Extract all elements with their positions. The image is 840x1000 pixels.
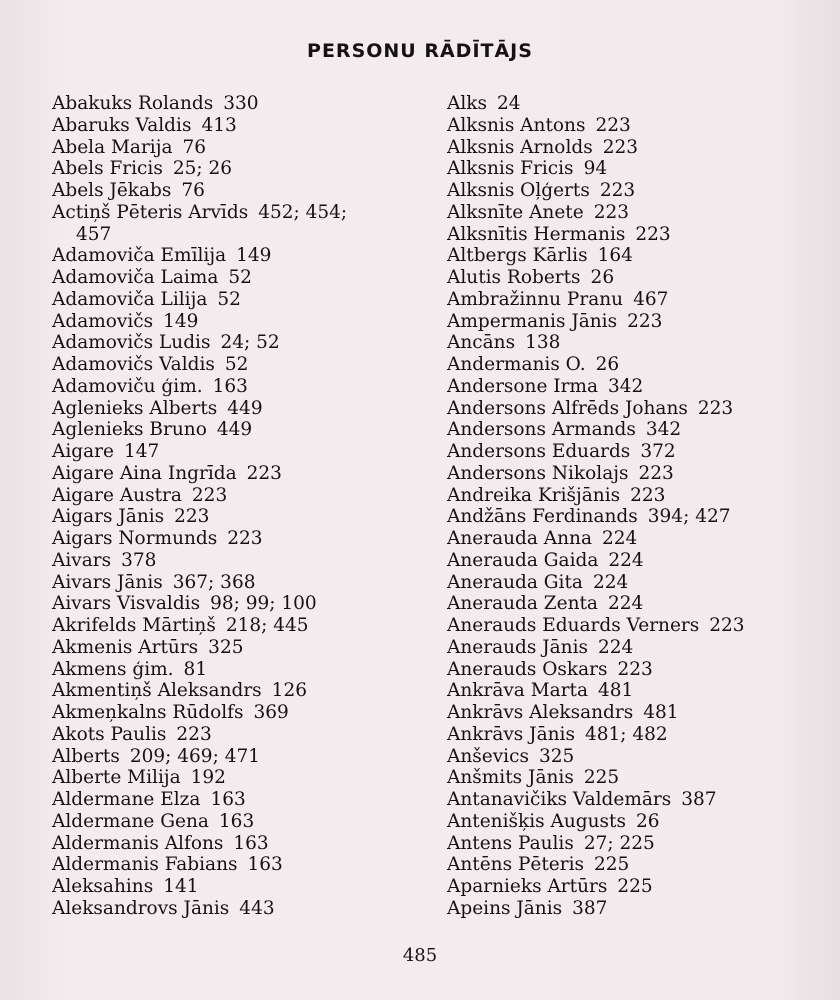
index-entry bbox=[52, 93, 452, 115]
entry-pages: 369 bbox=[253, 702, 289, 723]
entry-pages: 141 bbox=[163, 876, 199, 897]
entry-name: Actiņš Pēteris Arvīds bbox=[52, 201, 249, 223]
entry-name: Anerauda Gita bbox=[447, 571, 583, 593]
entry-pages: 223 bbox=[602, 136, 639, 158]
entry-name: Aigars Jānis bbox=[52, 506, 165, 528]
index-entry bbox=[447, 311, 840, 333]
entry-name: Alksnis Oļģerts bbox=[447, 180, 590, 201]
index-entry bbox=[447, 289, 840, 311]
index-entry bbox=[447, 485, 840, 507]
entry-pages: 225 bbox=[593, 854, 630, 876]
entry-pages: 481; 482 bbox=[584, 723, 668, 745]
index-entry bbox=[447, 572, 840, 594]
entry-pages: 27; 225 bbox=[583, 832, 655, 854]
entry-pages: 223 bbox=[246, 462, 282, 484]
entry-pages: 138 bbox=[525, 332, 561, 354]
entry-pages: 481 bbox=[598, 680, 634, 702]
index-entry bbox=[52, 572, 452, 594]
entry-name: Andersons Armands bbox=[447, 419, 636, 441]
entry-pages: 223 bbox=[595, 114, 631, 136]
entry-name: Andersons Alfrēds Johans bbox=[447, 397, 688, 419]
index-entry bbox=[447, 637, 840, 659]
entry-pages: 26 bbox=[635, 810, 660, 832]
index-entry bbox=[447, 854, 840, 876]
entry-pages: 378 bbox=[121, 549, 157, 571]
entry-name: Anševics bbox=[447, 745, 529, 767]
entry-pages: 81 bbox=[183, 658, 208, 680]
entry-pages: 224 bbox=[607, 593, 644, 615]
entry-pages: 223 bbox=[617, 658, 653, 680]
entry-name: Alksnis Fricis bbox=[447, 158, 574, 180]
page-number: 485 bbox=[402, 945, 438, 966]
entry-name: Antens Paulis bbox=[447, 832, 574, 854]
entry-name: Abels Fricis bbox=[52, 158, 163, 180]
index-entry bbox=[52, 311, 452, 333]
entry-name: Altbergs Kārlis bbox=[447, 245, 588, 267]
entry-pages: 449 bbox=[216, 419, 253, 441]
index-entry bbox=[447, 158, 840, 180]
entry-pages: 76 bbox=[182, 136, 207, 158]
entry-name: Ampermanis Jānis bbox=[447, 310, 618, 332]
index-entry bbox=[447, 180, 840, 202]
entry-pages: 52 bbox=[228, 267, 252, 288]
entry-name: Andersons Nikolajs bbox=[447, 462, 629, 484]
entry-name: Aivars Jānis bbox=[52, 571, 163, 593]
entry-name: Adamovičs Valdis bbox=[52, 354, 215, 375]
index-entry bbox=[447, 202, 840, 224]
entry-name: Adamoviča Lilija bbox=[52, 288, 208, 310]
index-entry bbox=[52, 398, 452, 420]
entry-name: Adamovičs bbox=[52, 310, 154, 332]
entry-name: Adamovičs Ludis bbox=[52, 332, 211, 354]
index-entry bbox=[447, 550, 840, 572]
index-entry bbox=[52, 245, 452, 267]
entry-name: Aigare bbox=[52, 441, 114, 462]
index-entry bbox=[447, 659, 840, 681]
entry-pages: 223 bbox=[635, 223, 671, 245]
entry-pages: 52 bbox=[217, 288, 241, 310]
index-entry bbox=[447, 680, 840, 702]
index-column-right bbox=[447, 93, 840, 920]
index-column-left bbox=[52, 93, 452, 920]
entry-pages: 98; 99; 100 bbox=[210, 593, 317, 615]
entry-name: Alksnis Antons bbox=[447, 114, 586, 136]
entry-name: Aldermanis Alfons bbox=[52, 832, 224, 854]
entry-name: Ankrāvs Aleksandrs bbox=[447, 702, 634, 723]
entry-name: Abels Jēkabs bbox=[52, 180, 172, 201]
entry-name: Anerauds Eduards Verners bbox=[447, 615, 700, 636]
entry-name: Adamoviča Emīlija bbox=[52, 245, 227, 267]
index-entry bbox=[52, 833, 452, 855]
entry-name: Akmeņkalns Rūdolfs bbox=[52, 702, 244, 723]
entry-pages: 372 bbox=[640, 441, 676, 462]
entry-name: Andermanis O. bbox=[447, 354, 586, 375]
index-entry bbox=[52, 898, 452, 920]
entry-name: Anerauda Anna bbox=[447, 528, 592, 549]
entry-name: Aldermane Gena bbox=[52, 810, 209, 832]
entry-pages: 224 bbox=[592, 571, 629, 593]
entry-name: Aigare Austra bbox=[52, 484, 182, 506]
index-entry bbox=[52, 267, 452, 289]
entry-name: Andersone Irma bbox=[447, 375, 599, 397]
entry-pages: 443 bbox=[239, 897, 275, 919]
index-entry bbox=[447, 332, 840, 354]
index-entry bbox=[447, 789, 840, 811]
entry-name: Abaruks Valdis bbox=[52, 114, 192, 136]
index-entry bbox=[447, 615, 840, 637]
entry-name: Anerauda Zenta bbox=[447, 593, 598, 615]
entry-pages: 223 bbox=[627, 310, 663, 332]
index-entry bbox=[447, 593, 840, 615]
entry-pages: 76 bbox=[181, 180, 205, 201]
index-entry bbox=[447, 746, 840, 768]
entry-name: Alksnītis Hermanis bbox=[447, 223, 626, 245]
index-entry bbox=[52, 463, 452, 485]
index-entry bbox=[447, 833, 840, 855]
entry-name: Akots Paulis bbox=[52, 723, 167, 745]
index-entry bbox=[52, 376, 452, 398]
entry-name: Akmens ģim. bbox=[52, 658, 174, 680]
entry-pages: 223 bbox=[638, 462, 674, 484]
index-entry bbox=[447, 811, 840, 833]
index-entry bbox=[52, 854, 452, 876]
entry-pages: 223 bbox=[191, 484, 228, 506]
entry-name: Aigars Normunds bbox=[52, 528, 218, 549]
entry-name: Abela Marija bbox=[52, 136, 173, 158]
entry-name: Alksnis Arnolds bbox=[447, 136, 593, 158]
entry-pages: 224 bbox=[598, 636, 634, 658]
entry-name: Aleksandrovs Jānis bbox=[52, 897, 230, 919]
index-entry bbox=[447, 876, 840, 898]
entry-pages: 225 bbox=[617, 876, 653, 897]
entry-pages: 224 bbox=[601, 528, 638, 549]
index-entry bbox=[52, 876, 452, 898]
entry-pages: 223 bbox=[176, 723, 212, 745]
entry-pages: 164 bbox=[597, 245, 633, 267]
index-entry bbox=[447, 463, 840, 485]
entry-name: Aivars Visvaldis bbox=[52, 593, 201, 615]
entry-name: Aleksahins bbox=[52, 876, 154, 897]
index-entry bbox=[52, 485, 452, 507]
entry-name: Aglenieks Bruno bbox=[52, 419, 207, 441]
entry-name: Ancāns bbox=[447, 332, 516, 354]
entry-pages: 387 bbox=[572, 897, 608, 919]
entry-name: Antanavičiks Valdemārs bbox=[447, 789, 672, 810]
entry-pages: 481 bbox=[643, 702, 679, 723]
entry-pages: 163 bbox=[218, 810, 255, 832]
index-entry bbox=[447, 724, 840, 746]
entry-pages: 452; 454; bbox=[258, 201, 348, 223]
entry-name: Alberts bbox=[52, 745, 120, 767]
index-entry bbox=[447, 441, 840, 463]
index-entry bbox=[447, 419, 840, 441]
entry-name: Aglenieks Alberts bbox=[52, 397, 218, 419]
entry-name: Alksnīte Anete bbox=[447, 201, 584, 223]
index-entry bbox=[52, 550, 452, 572]
index-entry bbox=[52, 441, 452, 463]
entry-pages: 26 bbox=[590, 267, 615, 288]
index-entry bbox=[52, 354, 452, 376]
entry-name: Ambražinnu Pranu bbox=[447, 288, 624, 310]
entry-pages: 163 bbox=[212, 375, 248, 397]
entry-pages: 94 bbox=[583, 158, 608, 180]
entry-pages: 24 bbox=[496, 93, 521, 114]
entry-pages: 457 bbox=[76, 223, 112, 245]
entry-pages: 223 bbox=[709, 615, 745, 636]
index-entry bbox=[52, 659, 452, 681]
entry-pages: 26 bbox=[595, 354, 620, 375]
entry-name: Aigare Aina Ingrīda bbox=[52, 462, 237, 484]
entry-pages: 147 bbox=[123, 441, 160, 462]
index-entry bbox=[447, 898, 840, 920]
entry-pages: 330 bbox=[223, 93, 259, 114]
entry-name: Akmenis Artūrs bbox=[52, 636, 199, 658]
entry-pages: 52 bbox=[224, 354, 249, 375]
entry-pages: 223 bbox=[174, 506, 210, 528]
index-entry bbox=[52, 528, 452, 550]
entry-pages: 126 bbox=[271, 680, 307, 702]
entry-pages: 449 bbox=[227, 397, 263, 419]
index-entry bbox=[447, 398, 840, 420]
entry-name: Adamoviču ģim. bbox=[52, 375, 203, 397]
entry-name: Andžāns Ferdinands bbox=[447, 506, 638, 528]
index-entry bbox=[447, 115, 840, 137]
index-entry bbox=[447, 528, 840, 550]
entry-pages: 223 bbox=[697, 397, 734, 419]
index-entry bbox=[52, 289, 452, 311]
entry-pages: 367; 368 bbox=[172, 571, 256, 593]
entry-pages: 192 bbox=[190, 767, 226, 789]
index-entry bbox=[52, 506, 452, 528]
index-entry bbox=[52, 767, 452, 789]
entry-name: Ankrāva Marta bbox=[447, 680, 588, 702]
entry-pages: 342 bbox=[608, 375, 644, 397]
entry-name: Akrifelds Mārtiņš bbox=[52, 615, 216, 636]
entry-name: Anerauds Oskars bbox=[447, 658, 608, 680]
entry-name: Aldermane Elza bbox=[52, 789, 201, 810]
index-entry bbox=[52, 202, 452, 224]
index-entry bbox=[52, 137, 452, 159]
entry-name: Antēns Pēteris bbox=[447, 854, 584, 876]
index-entry bbox=[447, 245, 840, 267]
entry-name: Ankrāvs Jānis bbox=[447, 723, 575, 745]
entry-pages: 223 bbox=[227, 528, 263, 549]
index-entry bbox=[52, 724, 452, 746]
entry-name: Alutis Roberts bbox=[447, 267, 581, 288]
index-entry bbox=[52, 702, 452, 724]
index-entry bbox=[52, 224, 452, 246]
entry-name: Andreika Krišjānis bbox=[447, 484, 621, 506]
index-entry bbox=[447, 376, 840, 398]
entry-pages: 218; 445 bbox=[225, 615, 309, 636]
index-entry bbox=[447, 93, 840, 115]
entry-pages: 209; 469; 471 bbox=[129, 745, 261, 767]
entry-name: Anerauda Gaida bbox=[447, 549, 599, 571]
index-entry bbox=[52, 332, 452, 354]
entry-pages: 413 bbox=[201, 114, 237, 136]
index-entry bbox=[52, 746, 452, 768]
entry-pages: 342 bbox=[645, 419, 682, 441]
index-entry bbox=[447, 267, 840, 289]
entry-pages: 467 bbox=[633, 288, 669, 310]
entry-pages: 163 bbox=[233, 832, 269, 854]
page-title: PERSONU RĀDĪTĀJS bbox=[307, 40, 533, 62]
entry-name: Alks bbox=[447, 93, 487, 114]
entry-pages: 325 bbox=[208, 636, 244, 658]
entry-pages: 225 bbox=[583, 767, 620, 789]
entry-pages: 149 bbox=[163, 310, 199, 332]
index-entry bbox=[52, 637, 452, 659]
entry-pages: 24; 52 bbox=[220, 332, 280, 354]
index-entry bbox=[52, 158, 452, 180]
index-entry bbox=[447, 137, 840, 159]
index-entry bbox=[52, 615, 452, 637]
entry-pages: 149 bbox=[236, 245, 272, 267]
index-entry bbox=[52, 115, 452, 137]
entry-pages: 163 bbox=[247, 854, 283, 876]
index-entry bbox=[447, 506, 840, 528]
entry-name: Adamoviča Laima bbox=[52, 267, 219, 288]
index-entry bbox=[52, 811, 452, 833]
entry-name: Abakuks Rolands bbox=[52, 93, 214, 114]
entry-pages: 224 bbox=[608, 549, 644, 571]
index-entry bbox=[447, 702, 840, 724]
index-entry bbox=[52, 593, 452, 615]
entry-name: Antenišķis Augusts bbox=[447, 810, 626, 832]
entry-pages: 223 bbox=[593, 201, 629, 223]
index-entry bbox=[447, 767, 840, 789]
entry-name: Aldermanis Fabians bbox=[52, 854, 238, 876]
entry-name: Apeins Jānis bbox=[447, 897, 563, 919]
entry-name: Anšmits Jānis bbox=[447, 767, 574, 789]
entry-name: Alberte Milija bbox=[52, 767, 181, 789]
index-entry bbox=[52, 180, 452, 202]
index-entry bbox=[447, 224, 840, 246]
entry-name: Anerauds Jānis bbox=[447, 636, 588, 658]
entry-pages: 387 bbox=[681, 789, 717, 810]
entry-pages: 163 bbox=[210, 789, 246, 810]
entry-pages: 325 bbox=[538, 745, 575, 767]
index-entry bbox=[52, 419, 452, 441]
entry-pages: 25; 26 bbox=[172, 158, 233, 180]
index-entry bbox=[447, 354, 840, 376]
entry-name: Andersons Eduards bbox=[447, 441, 631, 462]
entry-name: Akmentiņš Aleksandrs bbox=[52, 680, 262, 702]
entry-pages: 223 bbox=[630, 484, 666, 506]
entry-pages: 223 bbox=[599, 180, 636, 201]
entry-name: Aivars bbox=[52, 549, 112, 571]
index-entry bbox=[52, 680, 452, 702]
entry-name: Aparnieks Artūrs bbox=[447, 876, 608, 897]
entry-pages: 394; 427 bbox=[647, 506, 731, 528]
index-entry bbox=[52, 789, 452, 811]
